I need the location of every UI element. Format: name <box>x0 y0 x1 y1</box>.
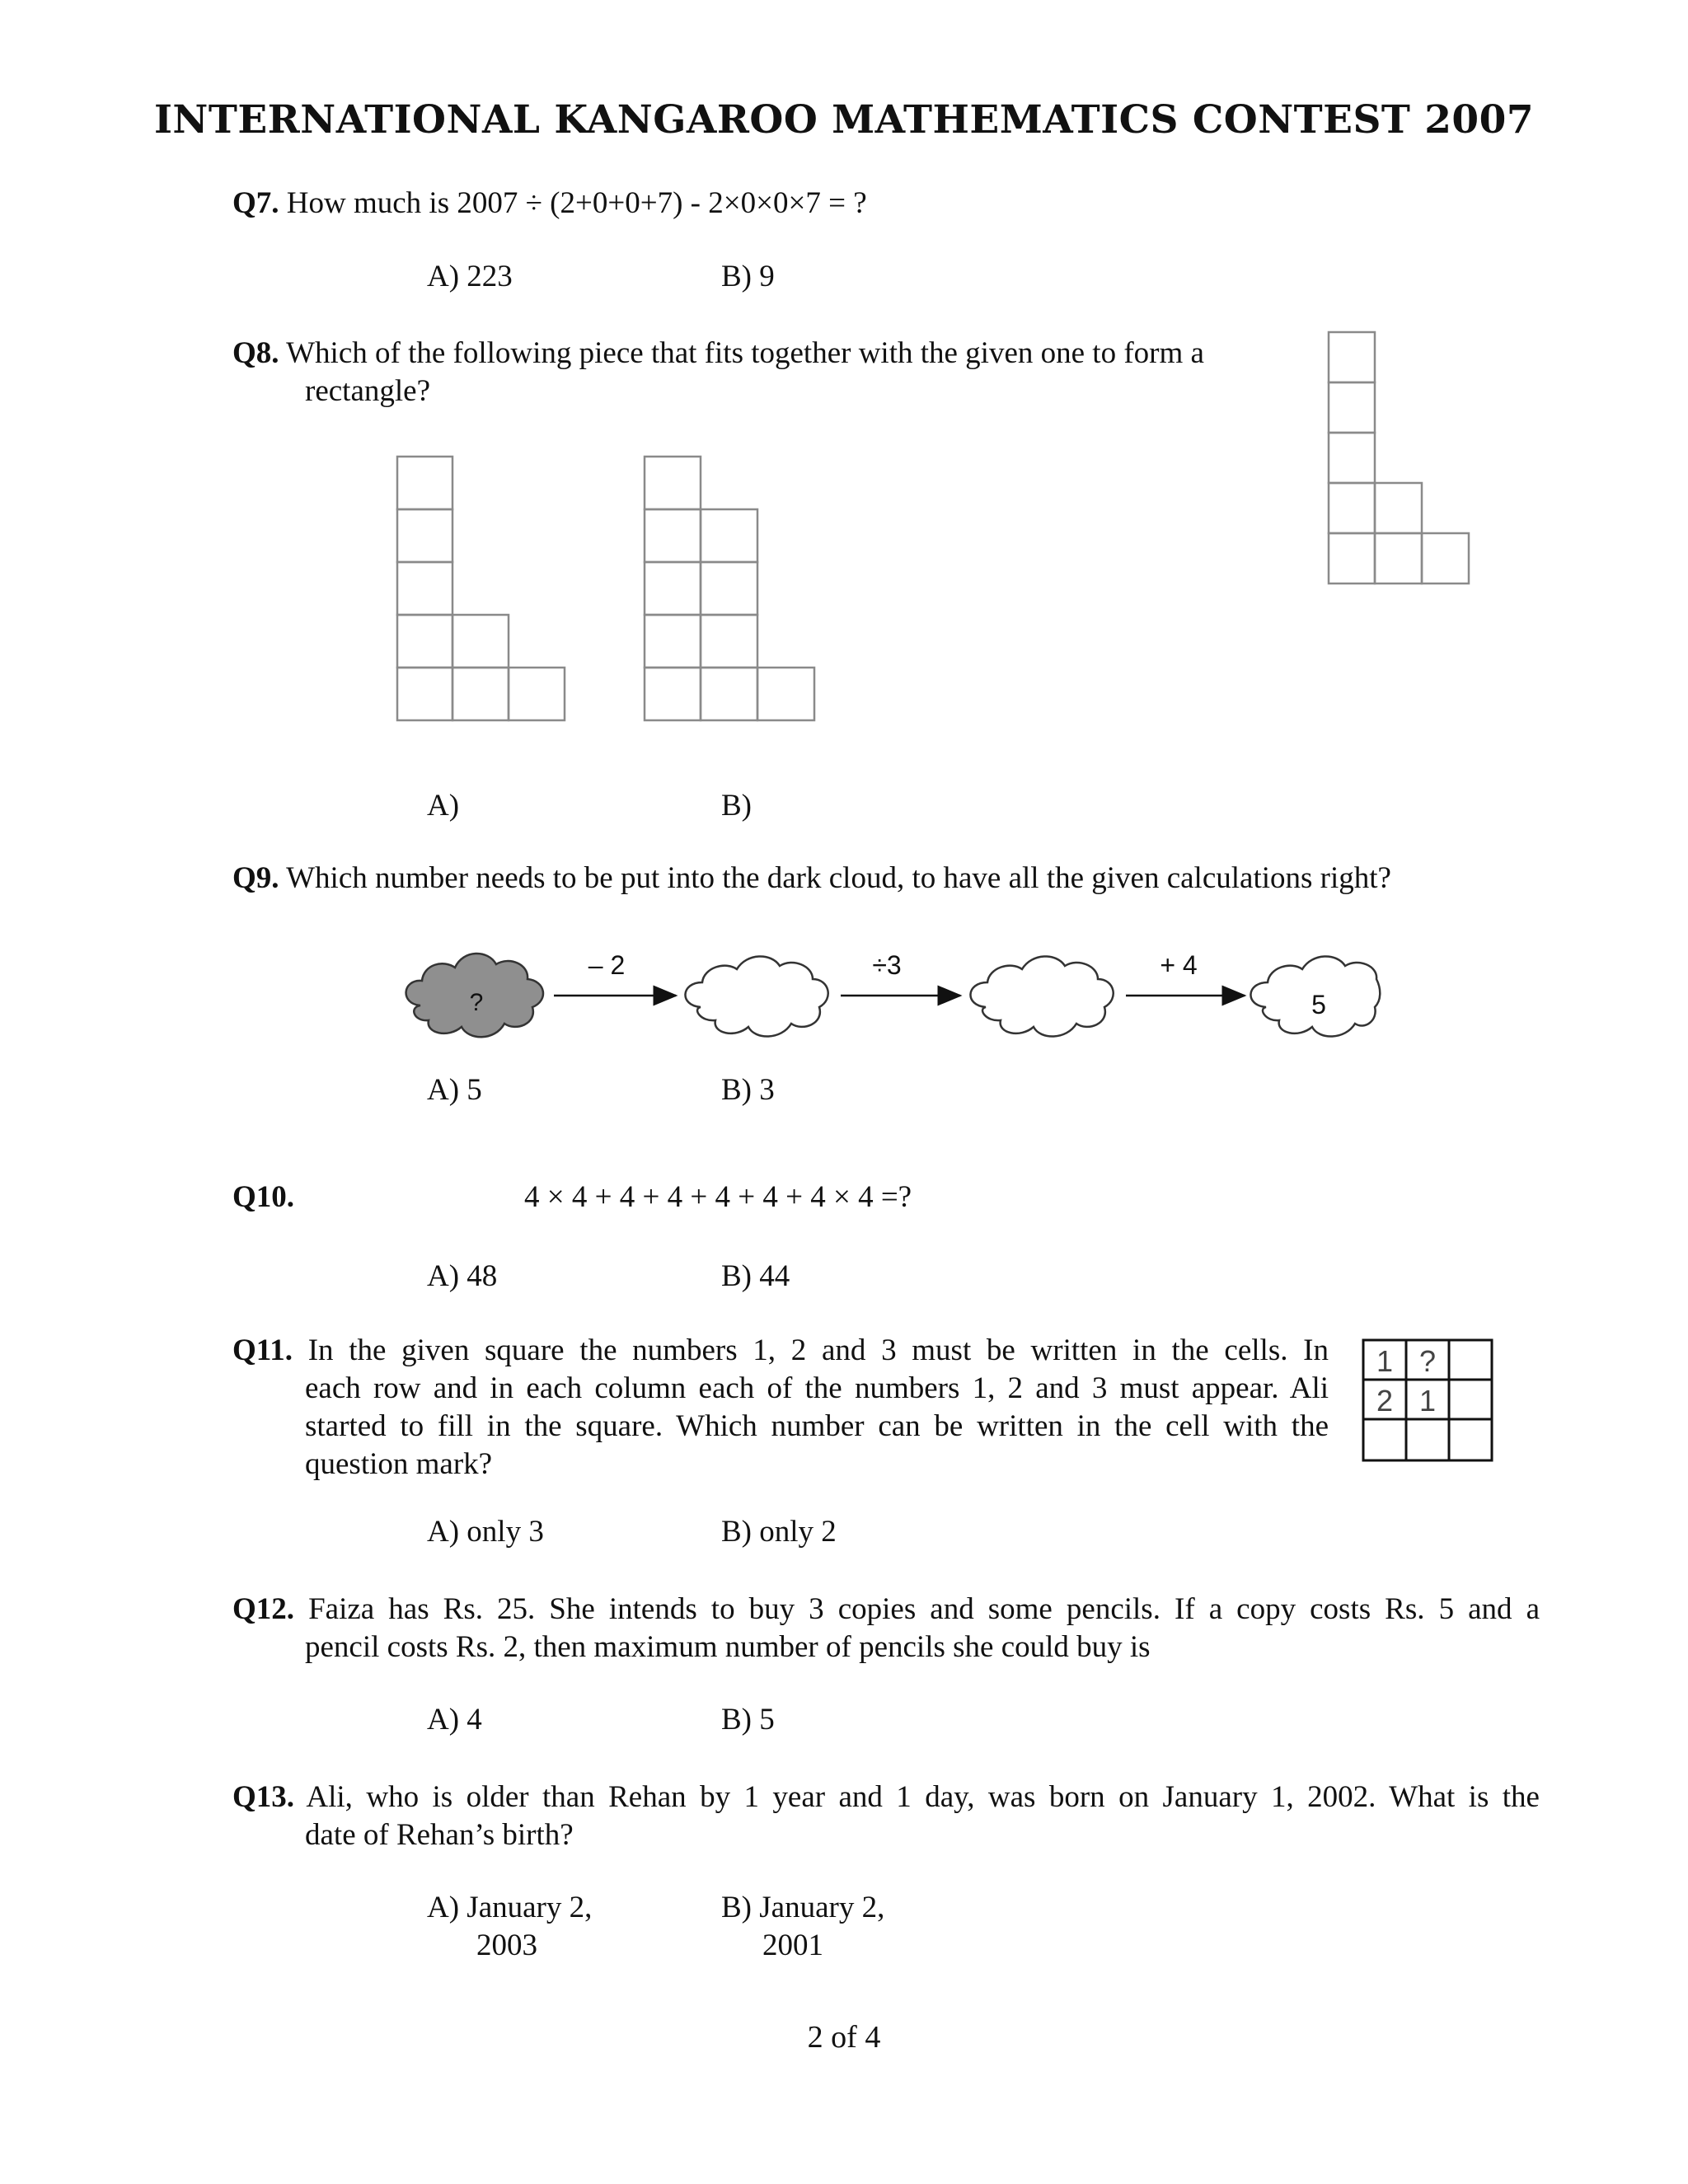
question-text: How much is 2007 ÷ (2+0+0+7) - 2×0×0×7 = ? <box>286 186 867 220</box>
given-piece-figure <box>1319 326 1484 589</box>
question-number: Q12. <box>232 1592 295 1626</box>
option-b[interactable]: B) 3 <box>721 1073 775 1107</box>
question-text-continued: pencil costs Rs. 2, then maximum number of pencils she could buy is <box>305 1630 1151 1664</box>
question-12 <box>232 1591 1540 1629</box>
question-number: Q11. <box>232 1333 293 1367</box>
question-13 <box>232 1779 1540 1816</box>
grid-cell: 1 <box>1418 1384 1437 1418</box>
grid-cell: 1 <box>1376 1344 1394 1378</box>
question-text-continued: date of Rehan’s birth? <box>305 1818 574 1852</box>
option-b[interactable]: B) 9 <box>721 260 775 293</box>
option-a[interactable]: A) 5 <box>427 1073 482 1107</box>
option-b[interactable]: B) 44 <box>721 1259 790 1293</box>
question-number: Q13. <box>232 1780 295 1814</box>
question-number: Q7. <box>232 186 279 220</box>
page-number: 2 of 4 <box>807 2020 881 2055</box>
question-text: Which number needs to be put into the dark cloud, to have all the given calculations right? <box>286 861 1391 895</box>
option-a[interactable]: A) 4 <box>427 1703 482 1736</box>
option-a[interactable]: A) only 3 <box>427 1515 544 1549</box>
question-text: Faiza has Rs. 25. She intends to buy 3 copies and some pencils. If a copy costs Rs. 5 and a <box>308 1592 1540 1626</box>
option-a[interactable]: A) January 2, <box>427 1891 593 1924</box>
question-7 <box>232 185 867 223</box>
option-a[interactable]: A) 48 <box>427 1259 498 1293</box>
option-b-piece-figure[interactable] <box>635 449 824 729</box>
question-text-continued: rectangle? <box>305 374 430 408</box>
operation-label: ÷3 <box>872 950 902 980</box>
result-cloud-label: 5 <box>1311 990 1326 1019</box>
option-a-piece-figure[interactable] <box>387 449 569 729</box>
grid-cell-question-mark: ? <box>1418 1344 1437 1378</box>
dark-cloud-label: ? <box>469 989 484 1016</box>
question-9 <box>232 860 1391 898</box>
cloud-calculation-diagram <box>396 931 1385 1047</box>
option-b[interactable]: B) January 2, <box>721 1891 885 1924</box>
question-text: In the given square the numbers 1, 2 and 3 must be written in the cells. In <box>307 1333 1329 1367</box>
page-title: INTERNATIONAL KANGAROO MATHEMATICS CONTEST 2007 <box>153 97 1535 143</box>
number-grid <box>1360 1337 1500 1469</box>
option-b-continued[interactable]: 2001 <box>762 1929 823 1962</box>
question-number: Q8. <box>232 336 279 370</box>
option-a[interactable]: A) <box>427 789 460 823</box>
math-expression: 4 × 4 + 4 + 4 + 4 + 4 + 4 × 4 =? <box>524 1180 912 1214</box>
grid-cell: 2 <box>1376 1384 1394 1418</box>
question-number: Q9. <box>232 861 279 895</box>
option-b[interactable]: B) <box>721 789 752 823</box>
operation-label: + 4 <box>1160 950 1198 980</box>
question-11 <box>232 1332 1329 1370</box>
operation-label: – 2 <box>588 950 626 980</box>
option-b[interactable]: B) only 2 <box>721 1515 837 1549</box>
question-8 <box>232 335 1204 373</box>
white-cloud <box>685 956 828 1036</box>
question-text: Which of the following piece that fits together with the given one to form a <box>286 336 1204 370</box>
option-a[interactable]: A) 223 <box>427 260 513 293</box>
question-10 <box>232 1179 294 1216</box>
white-cloud <box>970 956 1113 1036</box>
option-b[interactable]: B) 5 <box>721 1703 775 1736</box>
option-a-continued[interactable]: 2003 <box>476 1929 537 1962</box>
question-number: Q10. <box>232 1180 295 1214</box>
question-text-continued: each row and in each column each of the numbers 1, 2 and 3 must appear. Ali <box>305 1371 1329 1405</box>
question-text-continued: started to fill in the square. Which number can be written in the cell with the <box>305 1409 1329 1443</box>
question-text-continued: question mark? <box>305 1447 493 1481</box>
question-text: Ali, who is older than Rehan by 1 year and 1 day, was born on January 1, 2002. What is the <box>306 1780 1540 1814</box>
